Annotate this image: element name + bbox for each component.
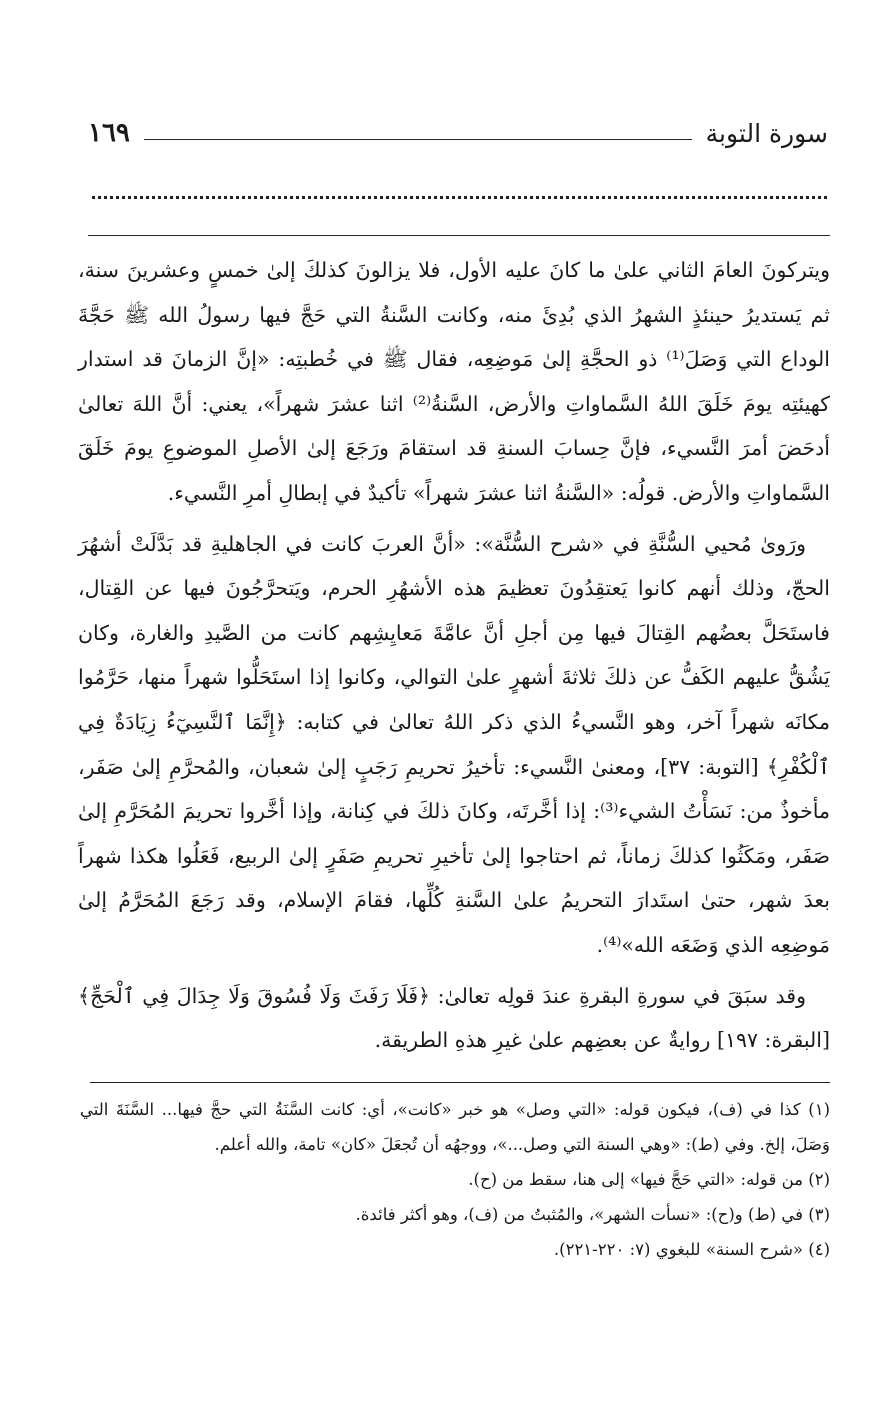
- footnote-1: (١) كذا في (ف)، فيكون قوله: «التي وصل» هو خبر «كانت»، أي: كانت السَّنَةُ التي حجَّ فيها... السَّنَةَ التي وَصَلَ، إلخ. وفي (ط): «وهي السنة التي وصل...»، ووجهُه أن تُجعَلَ «كان» تامة، والله أعلم.: [80, 1100, 830, 1154]
- footnote-divider: [90, 1082, 830, 1083]
- header-rule: [144, 139, 692, 140]
- dotted-separator: [92, 196, 827, 213]
- page-number: ١٦٩: [88, 118, 130, 148]
- top-divider: [88, 235, 830, 236]
- running-header: [88, 113, 828, 153]
- paragraph-2: ورَوىٰ مُحيي السُّنَّةِ في «شرح السُّنَّة»: «أنَّ العربَ كانت في الجاهليةِ قد بَدَّلَتْ أشهُرَ الحجّ، وذلك أنهم كانوا يَعتقِدُونَ تعظيمَ هذه الأشهُرِ الحرم، ويَتحرَّجُونَ فيها عن القِتال، فاستَحَلَّ بعضُهم القِتالَ فيها مِن أجلِ أنَّ عامَّةَ مَعايِشِهم كانت من الصَّيدِ والغارة، وكان يَشُقُّ عليهم الكَفُّ عن ذلكَ ثلاثةَ أشهرٍ علىٰ التوالي، وكانوا إذا استَحَلُّوا شهراً منها، حَرَّمُوا مكانَه شهراً آخر، وهو النَّسيءُ الذي ذكر اللهُ تعالىٰ في كتابه: ﴿إِنَّمَا ٱلنَّسِيٓءُ زِيَادَةٌ فِي ٱلْكُفْرِ﴾ [التوبة: ٣٧]، ومعنىٰ النَّسيء: تأخيرُ تحريمِ رَجَبٍ إلىٰ شعبان، والمُحرَّمِ إلىٰ صَفَر، مأخوذٌ من: نَسَأْتُ الشيء⁽³⁾: إذا أخَّرتَه، وكانَ ذلكَ في كِنانة، وإذا أخَّروا تحريمَ المُحَرَّمِ إلىٰ صَفَر، ومَكَثُوا كذلكَ زماناً، ثم احتاجوا إلىٰ تأخيرِ تحريمِ صَفَرٍ إلىٰ الربيع، فَعَلُوا هكذا شهراً بعدَ شهر، حتىٰ استَدارَ التحريمُ علىٰ السَّنةِ كُلِّها، فقامَ الإسلام، وقد رَجَعَ المُحَرَّمُ إلىٰ مَوضِعِه الذي وَضَعَه الله»⁽⁴⁾.: [78, 531, 830, 957]
- footnotes: [80, 1092, 830, 1267]
- surah-title: سورة التوبة: [705, 118, 828, 148]
- footnote-4: (٤) «شرح السنة» للبغوي (٧: ٢٢٠-٢٢١).: [553, 1240, 830, 1259]
- main-text: [78, 248, 830, 1063]
- paragraph-3: وقد سبَقَ في سورةِ البقرةِ عندَ قولِه تعالىٰ: ﴿فَلَا رَفَثَ وَلَا فُسُوقَ وَلَا جِدَالَ فِي ٱلْحَجِّ﴾ [البقرة: ١٩٧] روايةٌ عن بعضِهم علىٰ غيرِ هذهِ الطريقة.: [78, 983, 830, 1053]
- footnote-2: (٢) من قوله: «التي حَجَّ فيها» إلى هنا، سقط من (ح).: [468, 1170, 830, 1189]
- footnote-3: (٣) في (ط) و(ح): «نسأت الشهر»، والمُثبتُ من (ف)، وهو أكثر فائدة.: [355, 1205, 830, 1224]
- paragraph-1: ويتركونَ العامَ الثاني علىٰ ما كانَ عليه الأول، فلا يزالونَ كذلكَ إلىٰ خمسٍ وعشرينَ سنة، ثم يَستديرُ حينئذٍ الشهرُ الذي بُدِئَ منه، وكانت السَّنةُ التي حَجَّ فيها رسولُ الله ﷺ حَجَّةَ الوداع التي وَصَلَ⁽¹⁾ ذو الحجَّةِ إلىٰ مَوضِعِه، فقال ﷺ في خُطبتِه: «إنَّ الزمانَ قد استدار كهيئتِه يومَ خَلَقَ اللهُ السَّماواتِ والأرض، السَّنةُ⁽²⁾ اثنا عشرَ شهراً»، يعني: أنَّ اللهَ تعالىٰ أدحَضَ أمرَ النَّسيء، فإنَّ حِسابَ السنةِ قد استقامَ ورَجَعَ إلىٰ الأصلِ الموضوعِ يومَ خَلَقَ السَّماواتِ والأرض. قولُه: «السَّنةُ اثنا عشرَ شهراً» تأكيدٌ في إبطالِ أمرِ النَّسيء.: [78, 258, 831, 505]
